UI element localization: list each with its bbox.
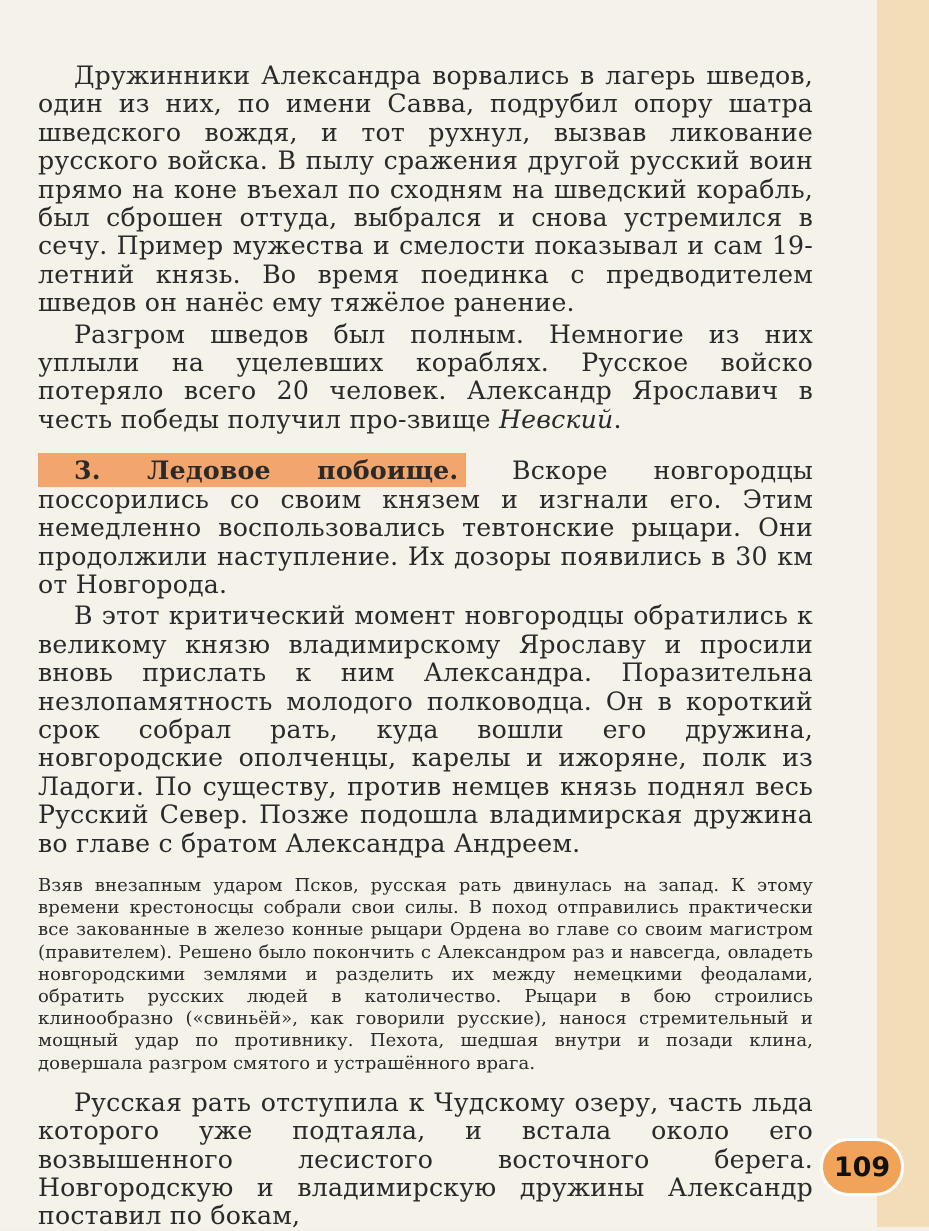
paragraph-2-text: Разгром шведов был полным. Немногие из них уплыли на уцелевших кораблях. Русское войско потеряло всего 20 человек. Александр Ярославич в честь победы получил про-звище xyxy=(38,319,813,434)
paragraph-5: Русская рать отступила к Чудскому озеру, часть льда которого уже подтаяла, и встала около его возвышенного лесистого восточного берега. Новгородскую и владимирскую дружины Александр поставил по бокам, xyxy=(38,1087,813,1231)
main-text xyxy=(38,62,813,1231)
page-number-badge: 109 xyxy=(820,1138,904,1196)
page-edge-strip xyxy=(877,0,929,1227)
paragraph-2 xyxy=(38,321,813,435)
paragraph-1: Дружинники Александра ворвались в лагерь шведов, один из них, по имени Савва, подрубил опору шатра шведского вождя, и тот рухнул, вызвав ликование русского войска. В пылу сражения другой русский воин прямо на коне въехал по сходням на шведский корабль, был сброшен оттуда, выбрался и снова устремился в сечу. Пример мужества и смелости показывал и сам 19-летний князь. Во время поединка с предводителем шведов он нанёс ему тяжёлое ранение. xyxy=(38,61,813,318)
section-heading: 3. Ледовое побоище. xyxy=(38,453,466,487)
nickname-nevsky: Невский xyxy=(498,404,614,434)
paragraph-3 xyxy=(38,456,813,599)
small-print-paragraph: Взяв внезапным ударом Псков, русская рать двинулась на запад. К этому времени крестоносцы собрали свои силы. В поход отправились практически все закованные в железо конные рыцари Ордена во главе со своим магистром (правителем). Решено было покончить с Александром раз и навсегда, овладеть новгородскими землями и разделить их между немецкими феодалами, обратить русских людей в католичество. Рыцари в бою строились клинообразно («свиньёй», как говорили русские), нанося стремительный и мощный удар по противнику. Пехота, шедшая внутри и позади клина, довершала разгром смятого и устрашённого врага. xyxy=(38,874,813,1074)
paragraph-4: В этот критический момент новгородцы обратились к великому князю владимирскому Ярославу и просили вновь прислать к ним Александра. Поразительна незлопамятность молодого полководца. Он в короткий срок собрал рать, куда вошли его дружина, новгородские ополченцы, карелы и ижоряне, полк из Ладоги. По существу, против немцев князь поднял весь Русский Север. Позже подошла владимирская дружина во главе с братом Александра Андреем. xyxy=(38,601,813,858)
paragraph-3-text: Вскоре новгородцы поссорились со своим князем и изгнали его. Этим немедленно воспользовались тевтонские рыцари. Они продолжили наступление. Их дозоры появились в 30 км от Новгорода. xyxy=(38,456,813,599)
paragraph-2-end: . xyxy=(613,404,622,434)
